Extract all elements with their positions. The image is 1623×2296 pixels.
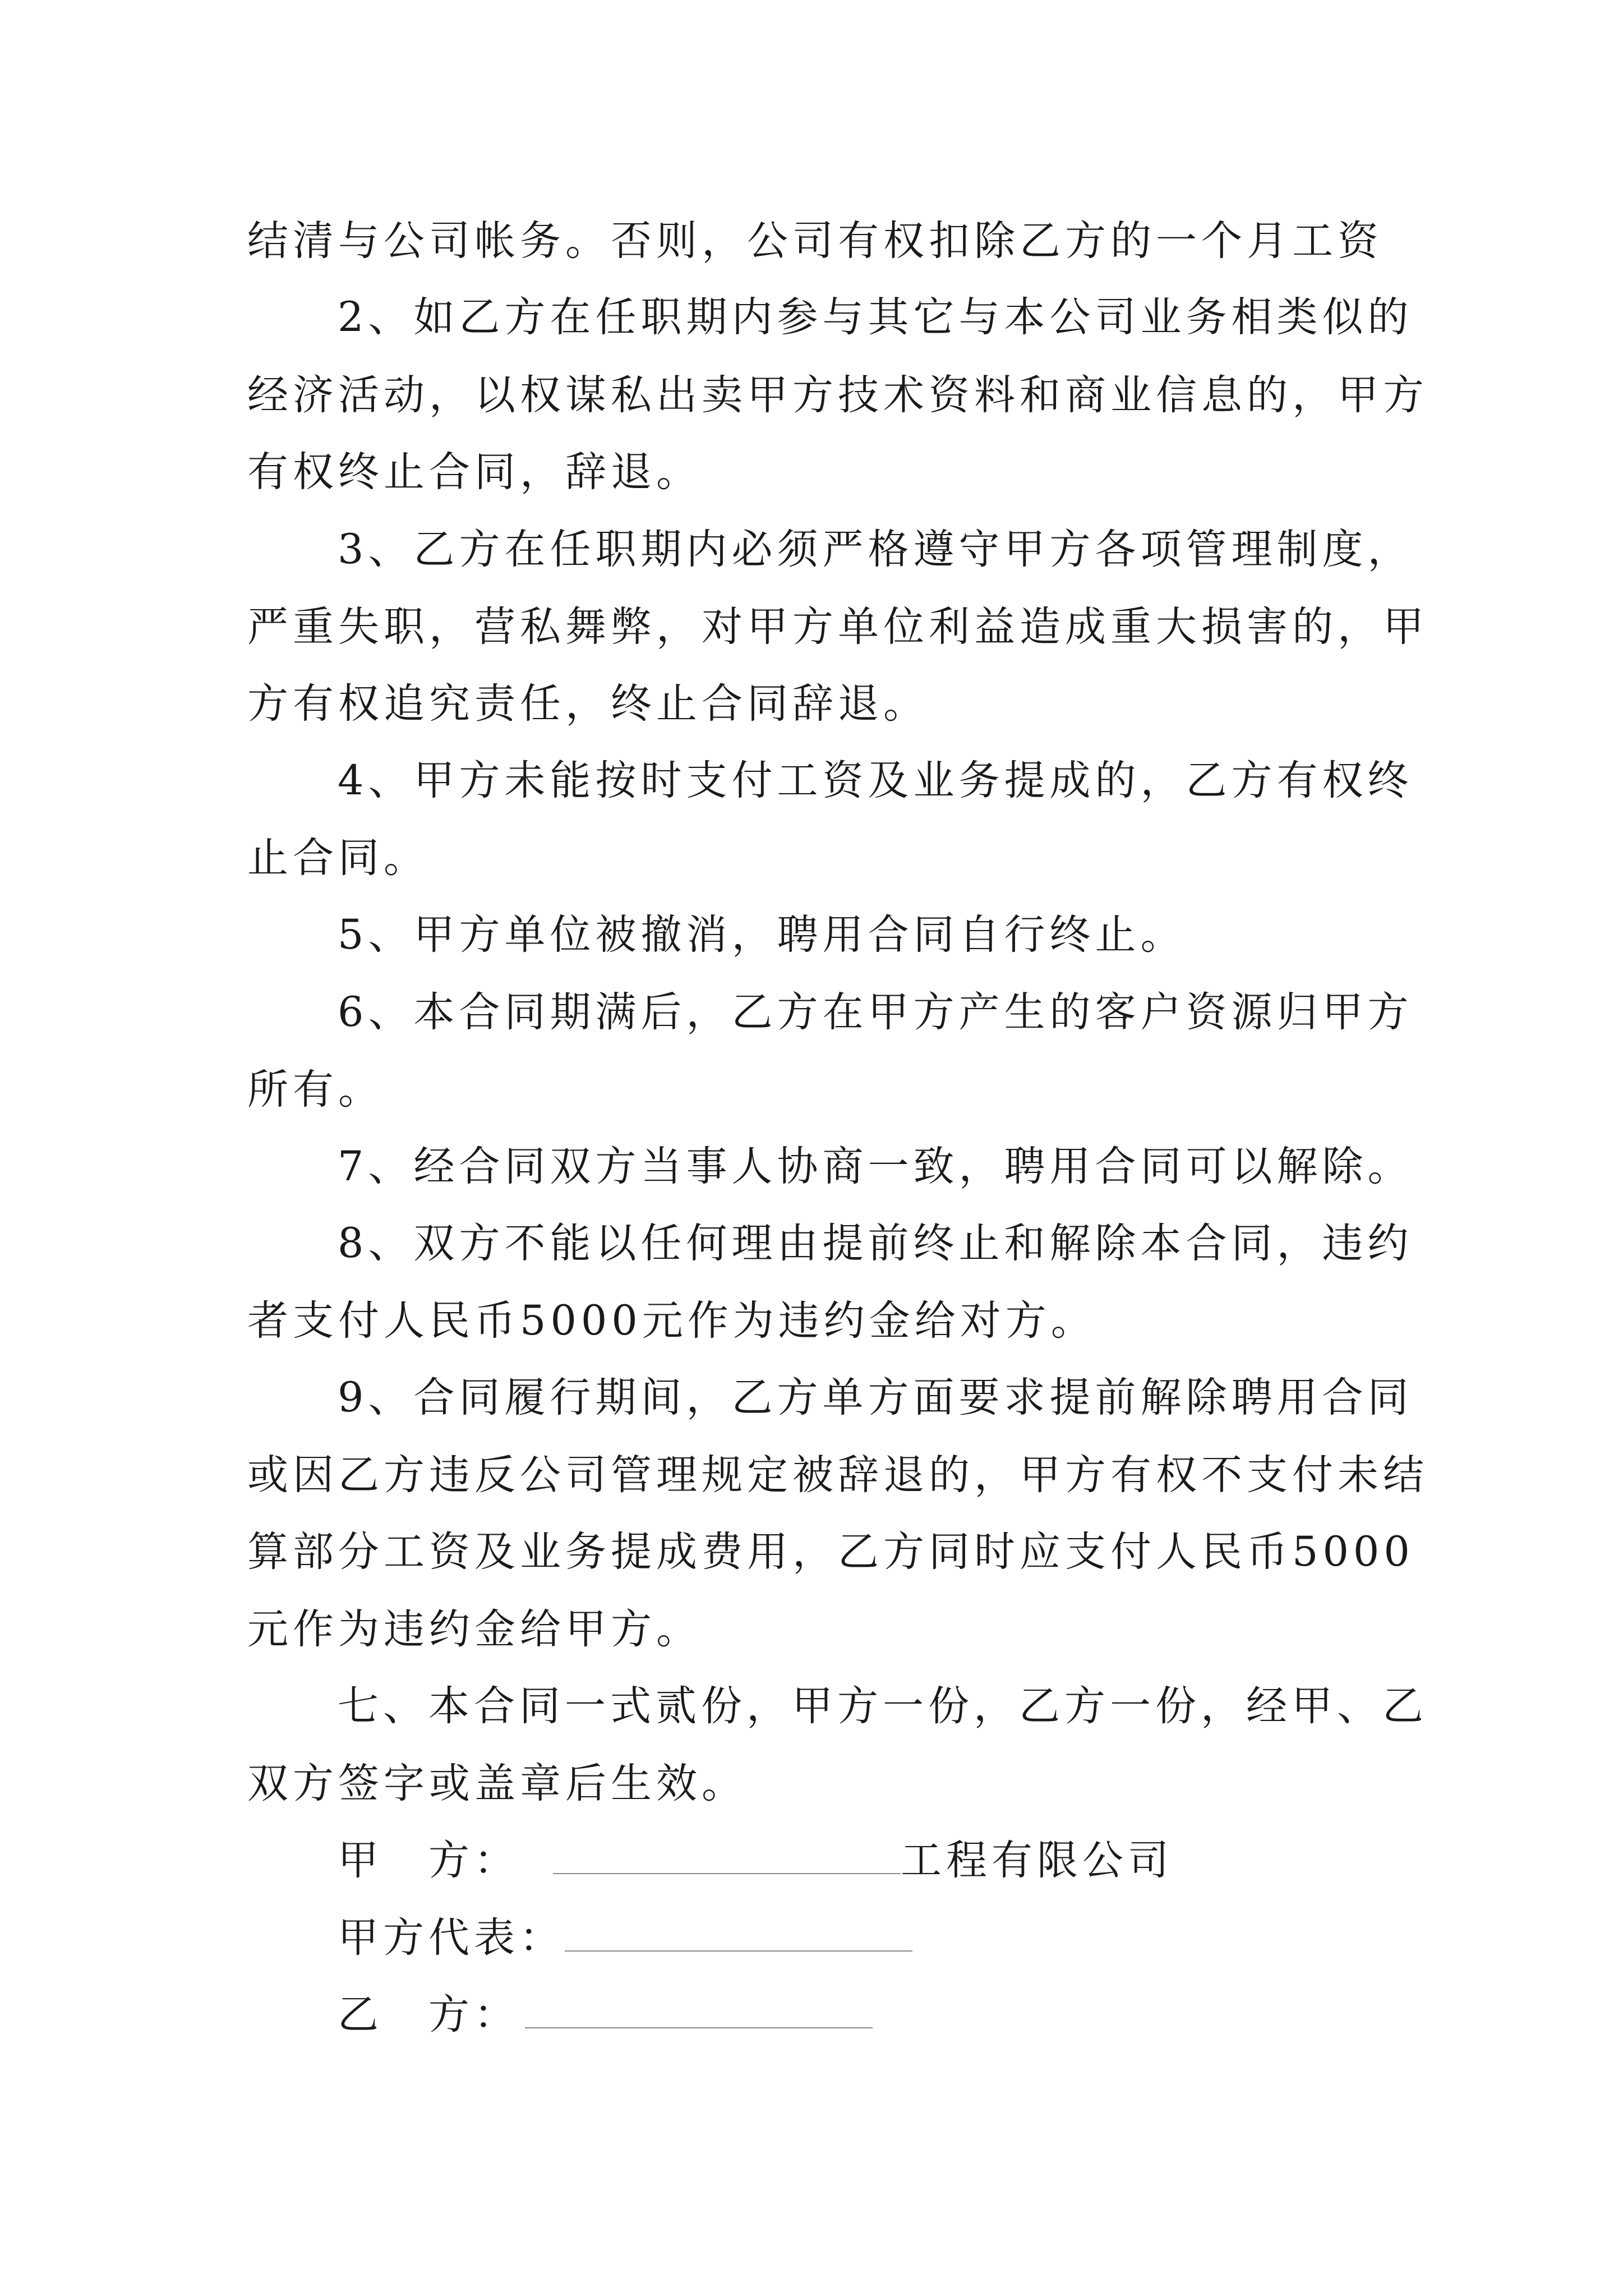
paragraph-line: 结清与公司帐务。否则，公司有权扣除乙方的一个月工资 bbox=[247, 217, 1383, 265]
paragraph-line: 方有权追究责任，终止合同辞退。 bbox=[247, 680, 929, 728]
party-b-name-field[interactable] bbox=[525, 1988, 873, 2028]
paragraph-line: 6、本合同期满后，乙方在甲方产生的客户资源归甲方 bbox=[338, 988, 1413, 1036]
paragraph-line: 所有。 bbox=[247, 1066, 384, 1114]
paragraph-line: 元作为违约金给甲方。 bbox=[247, 1605, 702, 1653]
party-a-label: 甲 方： bbox=[338, 1837, 519, 1884]
paragraph-line: 经济活动，以权谋私出卖甲方技术资料和商业信息的，甲方 bbox=[247, 371, 1428, 419]
paragraph-line: 严重失职，营私舞弊，对甲方单位利益造成重大损害的，甲 bbox=[247, 603, 1428, 651]
paragraph-line: 4、甲方未能按时支付工资及业务提成的，乙方有权终 bbox=[338, 757, 1413, 804]
paragraph-line: 8、双方不能以任何理由提前终止和解除本合同，违约 bbox=[338, 1220, 1413, 1267]
party-b-signature-line bbox=[338, 1987, 873, 2043]
party-a-name-field[interactable] bbox=[553, 1834, 901, 1874]
paragraph-line: 七、本合同一式贰份，甲方一份，乙方一份，经甲、乙 bbox=[338, 1682, 1428, 1730]
paragraph-line: 9、合同履行期间，乙方单方面要求提前解除聘用合同 bbox=[338, 1374, 1413, 1421]
party-a-suffix: 工程有限公司 bbox=[901, 1837, 1173, 1884]
paragraph-line: 2、如乙方在任职期内参与其它与本公司业务相类似的 bbox=[338, 293, 1413, 341]
paragraph-line: 5、甲方单位被撤消，聘用合同自行终止。 bbox=[338, 911, 1186, 959]
paragraph-line: 算部分工资及业务提成费用，乙方同时应支付人民币5000 bbox=[247, 1528, 1414, 1576]
party-b-label: 乙 方： bbox=[338, 1991, 519, 2039]
party-a-rep-field[interactable] bbox=[565, 1911, 912, 1952]
paragraph-line: 或因乙方违反公司管理规定被辞退的，甲方有权不支付未结 bbox=[247, 1451, 1428, 1499]
paragraph-line: 3、乙方在任职期内必须严格遵守甲方各项管理制度， bbox=[338, 526, 1413, 573]
paragraph-line: 者支付人民币5000元作为违约金给对方。 bbox=[247, 1297, 1096, 1345]
paragraph-line: 7、经合同双方当事人协商一致，聘用合同可以解除。 bbox=[338, 1143, 1413, 1190]
party-a-rep-label: 甲方代表： bbox=[338, 1914, 565, 1962]
paragraph-line: 双方签字或盖章后生效。 bbox=[247, 1760, 747, 1807]
party-a-signature-line bbox=[338, 1833, 1173, 1889]
paragraph-line: 有权终止合同，辞退。 bbox=[247, 448, 702, 496]
paragraph-line: 止合同。 bbox=[247, 834, 429, 882]
party-a-representative-line bbox=[338, 1910, 912, 1966]
